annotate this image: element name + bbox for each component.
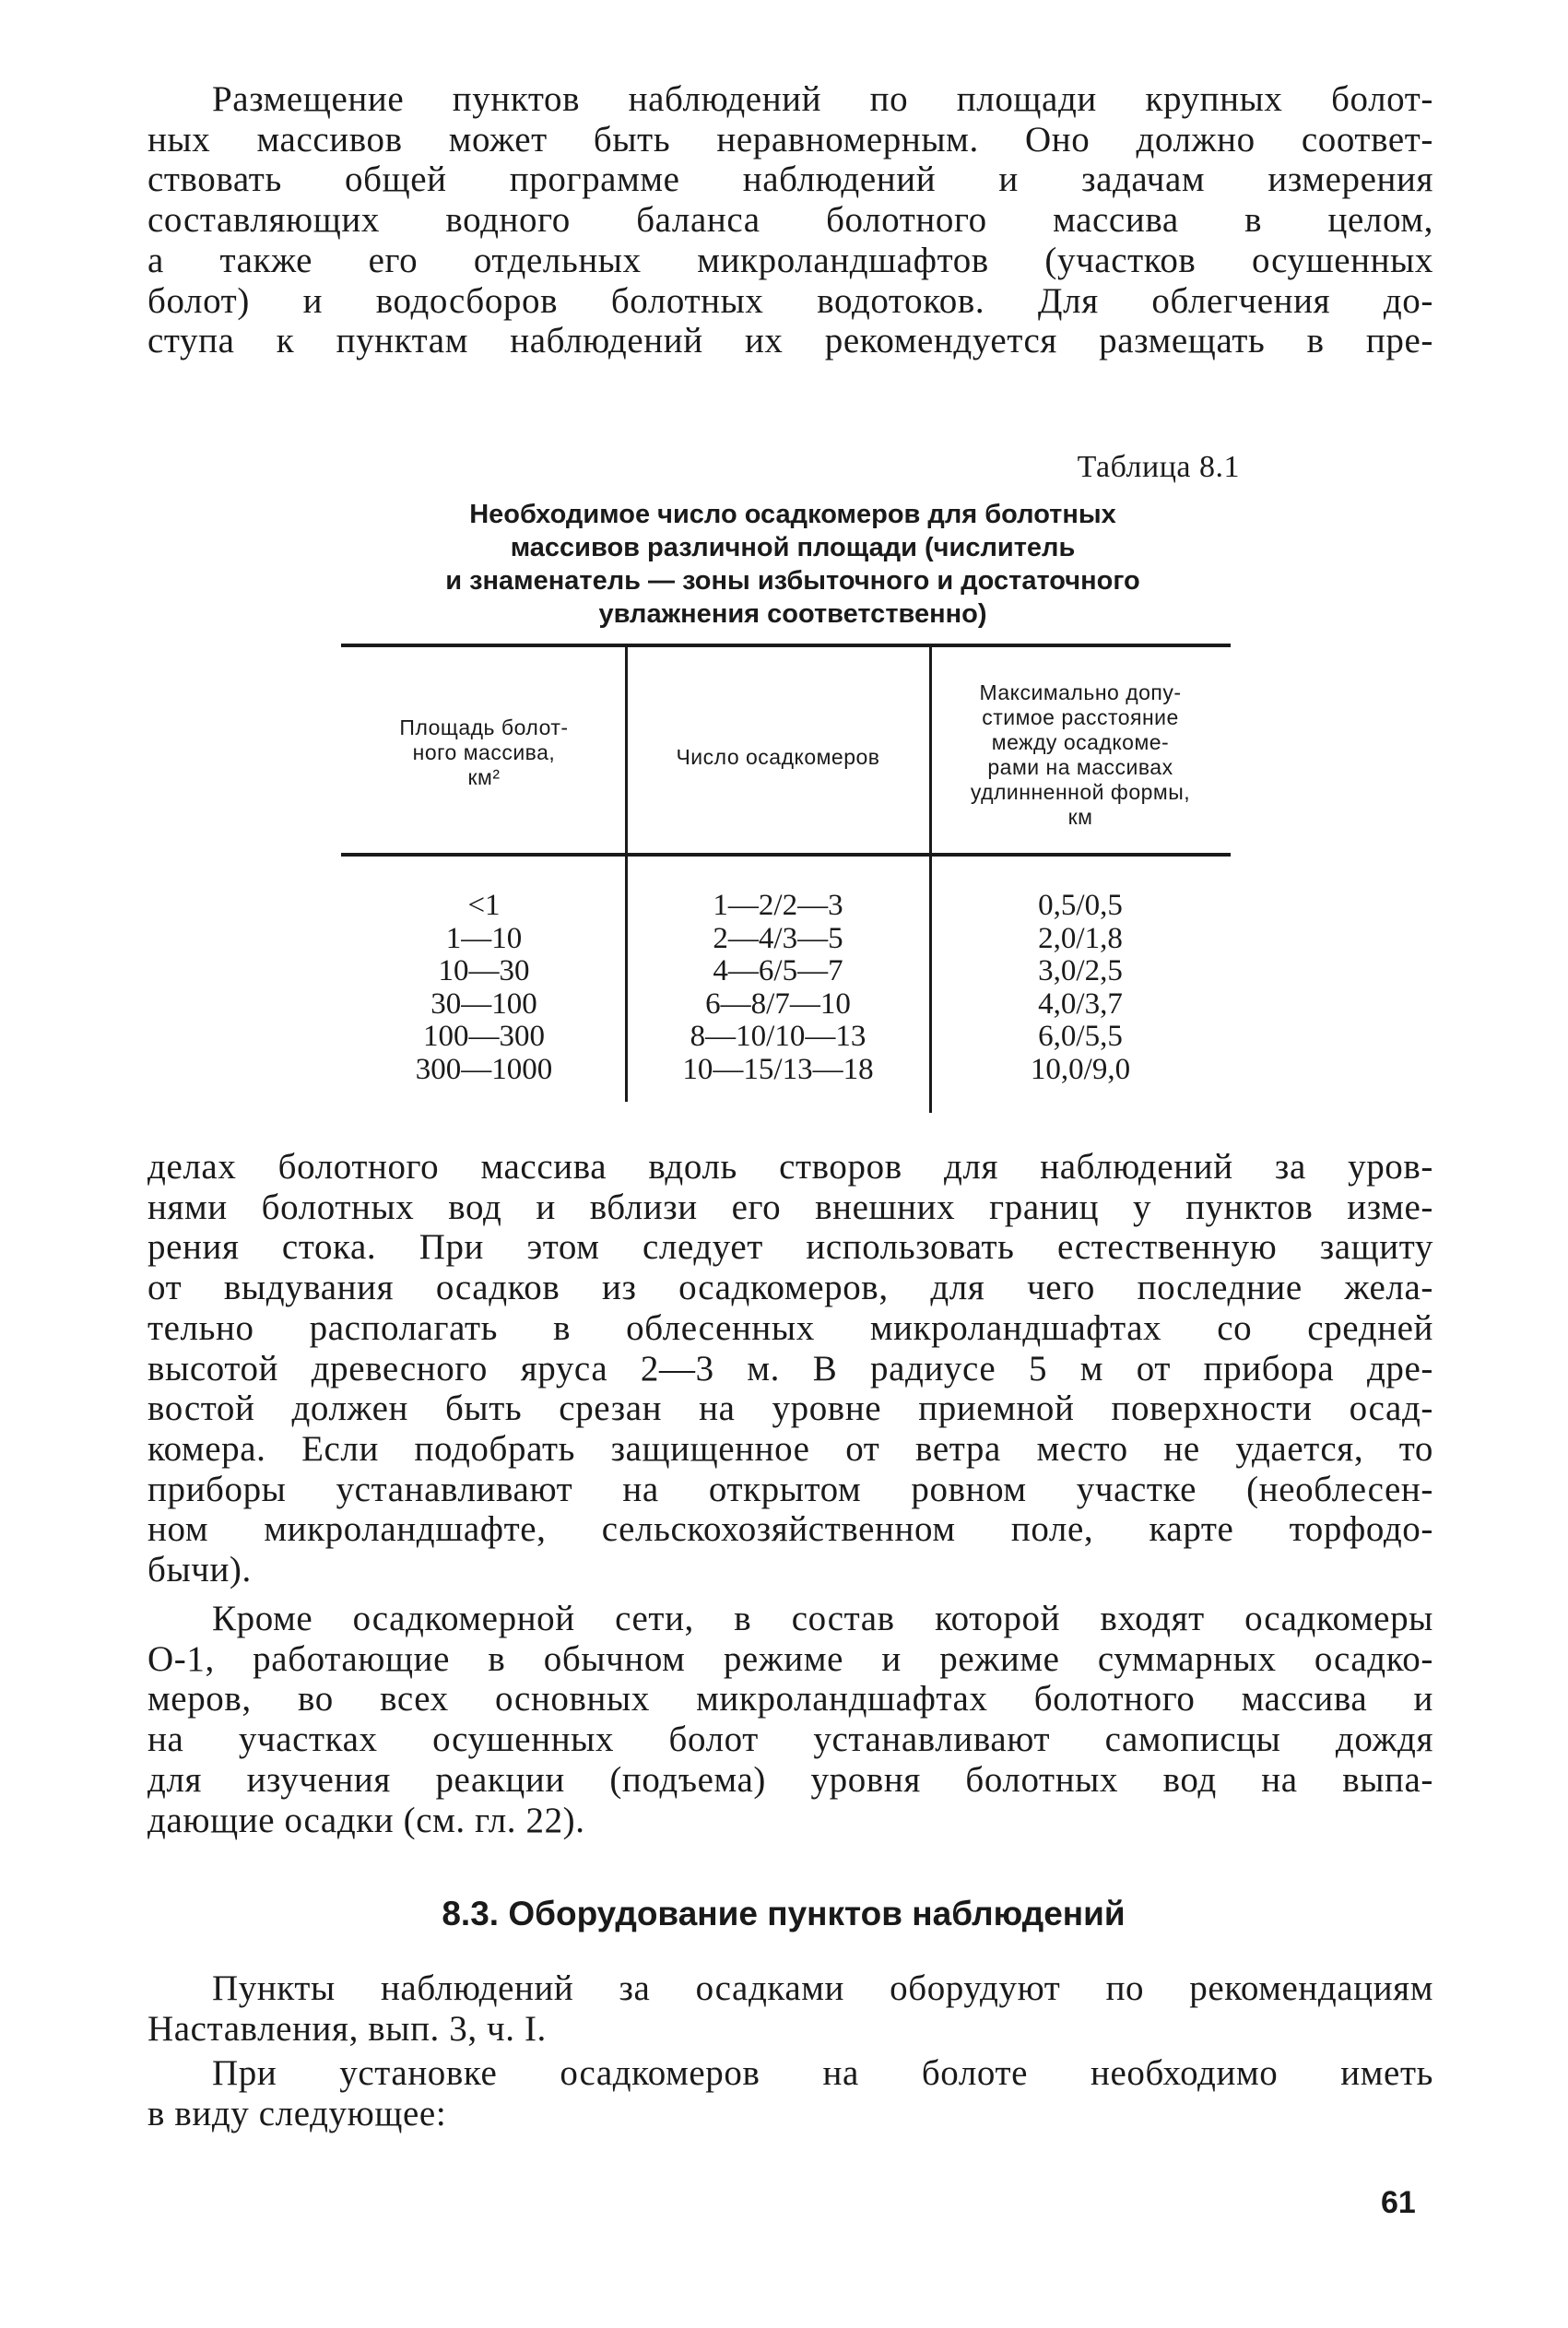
- header-line: рами на массивах: [987, 755, 1173, 779]
- header-line: ного массива,: [412, 740, 556, 764]
- page-number: 61: [1381, 2185, 1416, 2220]
- table-title-line: Необходимое число осадкомеров для болотных: [469, 500, 1116, 529]
- table-cell: 10—15/13—18: [682, 1052, 874, 1086]
- text-line: Размещение пунктов наблюдений по площади крупных болот-: [212, 79, 1433, 119]
- header-line: км: [1067, 805, 1093, 829]
- text-line: высотой древесного яруса 2—3 м. В радиусе 5 м от прибора дре-: [147, 1348, 1433, 1389]
- table-cell: 0,5/0,5: [1038, 889, 1123, 922]
- text-line: болот) и водосборов болотных водотоков. Для облегчения до-: [147, 280, 1433, 321]
- column-area: [350, 890, 618, 1086]
- table-cell: 100—300: [423, 1020, 545, 1053]
- text-line: тельно располагать в облесенных микроландшафтах со средней: [147, 1307, 1433, 1348]
- table-cell: 1—10: [445, 921, 523, 955]
- header-line: стимое расстояние: [982, 705, 1179, 729]
- table-label: Таблица 8.1: [1077, 450, 1240, 484]
- table-cell: 10—30: [438, 954, 530, 987]
- text-line: бычи).: [147, 1550, 252, 1590]
- table-cell: 2,0/1,8: [1038, 921, 1123, 955]
- table-title-line: и знаменатель — зоны избыточного и достаточного: [445, 566, 1140, 596]
- table-cell: 6—8/7—10: [705, 987, 851, 1021]
- text-line: рения стока. При этом следует использовать естественную защиту: [147, 1227, 1433, 1268]
- table-cell: 8—10/10—13: [690, 1020, 867, 1053]
- header-count: [630, 745, 926, 770]
- header-area: [350, 715, 618, 790]
- text-line: ных массивов может быть неравномерным. Оно должно соответ-: [147, 119, 1433, 160]
- text-line: нями болотных вод и вблизи его внешних границ у пунктов изме-: [147, 1187, 1433, 1227]
- table-cell: 6,0/5,5: [1038, 1020, 1123, 1053]
- text-line: меров, во всех основных микроландшафтах болотного массива и: [147, 1679, 1433, 1719]
- text-line: от выдувания осадков из осадкомеров, для чего последние жела-: [147, 1268, 1433, 1308]
- table-cell: 2—4/3—5: [713, 921, 843, 955]
- table-title-line: массивов различной площади (числитель: [510, 533, 1076, 562]
- text-line: О-1, работающие в обычном режиме и режиме суммарных осадко-: [147, 1638, 1433, 1679]
- header-distance: [933, 680, 1228, 830]
- table-cell: 30—100: [430, 987, 537, 1021]
- table-cell: 300—1000: [415, 1052, 553, 1086]
- column-distance: [933, 890, 1228, 1086]
- text-line: комера. Если подобрать защищенное от ветра место не удается, то: [147, 1428, 1433, 1469]
- section-heading: 8.3. Оборудование пунктов наблюдений: [442, 1895, 1126, 1932]
- header-line: км²: [467, 765, 501, 789]
- table-header-rule: [341, 853, 1231, 857]
- table-top-rule: [341, 644, 1231, 647]
- text-line: Кроме осадкомерной сети, в состав которой входят осадкомеры: [212, 1599, 1433, 1638]
- text-line: ствовать общей программе наблюдений и задачам измерения: [147, 160, 1433, 200]
- table-title: [332, 498, 1254, 631]
- text-line: Пункты наблюдений за осадками оборудуют по рекомендациям: [212, 1968, 1433, 2008]
- text-line: на участках осушенных болот устанавливают самописцы дождя: [147, 1719, 1433, 1760]
- paragraph-placement: [147, 1147, 1433, 1590]
- header-line: Число осадкомеров: [676, 745, 880, 769]
- text-line: приборы устанавливают на открытом ровном участке (необлесен-: [147, 1469, 1433, 1509]
- table-cell: 10,0/9,0: [1030, 1052, 1131, 1086]
- paragraph-network: [147, 1599, 1433, 1840]
- header-line: между осадкоме-: [991, 730, 1170, 754]
- table-column-divider: [625, 647, 628, 1102]
- header-line: удлинненной формы,: [970, 780, 1191, 804]
- text-line: При установке осадкомеров на болоте необходимо иметь: [212, 2053, 1433, 2093]
- table-cell: 3,0/2,5: [1038, 954, 1123, 987]
- text-line: востой должен быть срезан на уровне приемной поверхности осад-: [147, 1389, 1433, 1429]
- text-line: а также его отдельных микроландшафтов (участков осушенных: [147, 240, 1433, 280]
- table-cell: 4,0/3,7: [1038, 987, 1123, 1021]
- text-line: Наставления, вып. 3, ч. I.: [147, 2008, 547, 2049]
- table-cell: 1—2/2—3: [713, 889, 843, 922]
- text-line: ступа к пунктам наблюдений их рекомендуется размещать в пре-: [147, 321, 1433, 361]
- text-line: составляющих водного баланса болотного массива в целом,: [147, 200, 1433, 241]
- text-line: ном микроландшафте, сельскохозяйственном поле, карте торфодо-: [147, 1509, 1433, 1550]
- column-count: [630, 890, 926, 1086]
- table-cell: <1: [467, 889, 501, 922]
- text-line: дающие осадки (см. гл. 22).: [147, 1800, 585, 1840]
- paragraph-equipment: [147, 1968, 1433, 2049]
- table-title-line: увлажнения соответственно): [598, 599, 987, 629]
- table-cell: 4—6/5—7: [713, 954, 843, 987]
- text-line: делах болотного массива вдоль створов для наблюдений за уров-: [147, 1147, 1433, 1187]
- text-line: в виду следующее:: [147, 2093, 447, 2133]
- text-line: для изучения реакции (подъема) уровня болотных вод на выпа-: [147, 1759, 1433, 1800]
- table-column-divider: [929, 647, 932, 1113]
- header-line: Площадь болот-: [399, 715, 569, 739]
- paragraph-installation: [147, 2053, 1433, 2133]
- paragraph-intro: [147, 79, 1433, 361]
- header-line: Максимально допу-: [979, 680, 1182, 704]
